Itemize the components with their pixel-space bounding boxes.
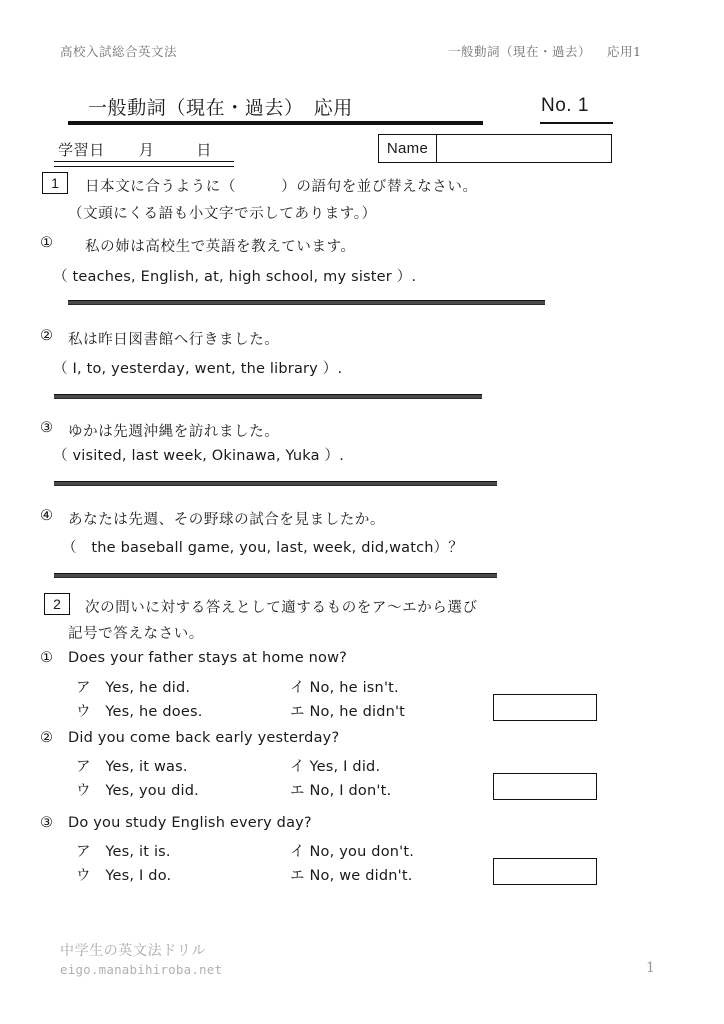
title-underline bbox=[68, 121, 483, 125]
section-1-question-4-answer-line[interactable] bbox=[54, 573, 497, 578]
section-2-question-3-choice-a[interactable]: ア Yes, it is. bbox=[76, 844, 171, 860]
section-2-question-2-choice-c[interactable]: ウ Yes, you did. bbox=[76, 783, 199, 799]
section-1-question-3-marker: ③ bbox=[40, 420, 54, 436]
name-input[interactable] bbox=[437, 135, 611, 162]
section-1-question-1-japanese: 私の姉は高校生で英語を教えています。 bbox=[85, 239, 356, 255]
study-date-underline bbox=[54, 161, 234, 167]
section-1-number: 1 bbox=[42, 172, 68, 194]
study-date-label bbox=[58, 139, 212, 160]
section-2-question-2-choice-d[interactable]: エ No, I don't. bbox=[290, 783, 392, 799]
section-1-question-4-words: （ the baseball game, you, last, week, did,watch）？ bbox=[62, 540, 464, 556]
study-date-text: 学習日 bbox=[58, 141, 105, 159]
section-2-instruction-line2: 記号で答えなさい。 bbox=[68, 626, 204, 642]
running-head-left: 高校入試総合英文法 bbox=[60, 44, 178, 59]
section-2-question-3-choice-d[interactable]: エ No, we didn't. bbox=[290, 868, 413, 884]
section-1-question-3-answer-line[interactable] bbox=[54, 481, 497, 486]
section-1-question-3-words: （ visited, last week, Okinawa, Yuka ）. bbox=[53, 448, 345, 464]
footer-page-number: 1 bbox=[646, 960, 655, 976]
page-title: 一般動詞（現在・過去） 応用 bbox=[88, 97, 353, 119]
section-1-question-4-marker: ④ bbox=[40, 508, 54, 524]
section-1-question-2-japanese: 私は昨日図書館へ行きました。 bbox=[68, 332, 280, 348]
section-2-question-3-choice-c[interactable]: ウ Yes, I do. bbox=[76, 868, 172, 884]
section-1-question-2-words: （ I, to, yesterday, went, the library ）. bbox=[53, 361, 343, 377]
section-2-question-3-choice-b[interactable]: イ No, you don't. bbox=[290, 844, 415, 860]
section-2-question-3-answer-box[interactable] bbox=[493, 858, 597, 885]
section-2-question-1-choice-d[interactable]: エ No, he didn't bbox=[290, 704, 406, 720]
section-1-instruction-line1: 日本文に合うように（ ）の語句を並び替えなさい。 bbox=[85, 179, 478, 195]
name-field[interactable] bbox=[378, 134, 612, 163]
footer-site-url: eigo.manabihiroba.net bbox=[60, 962, 223, 977]
section-2-instruction-line1: 次の問いに対する答えとして適するものをア～エから選び bbox=[85, 600, 478, 616]
sheet-number-underline bbox=[540, 122, 613, 124]
running-head-topic: 一般動詞（現在・過去） bbox=[448, 44, 592, 59]
section-2-question-1-answer-box[interactable] bbox=[493, 694, 597, 721]
running-head-suffix: 応用1 bbox=[607, 44, 642, 59]
month-label: 月 bbox=[138, 141, 155, 159]
section-1-question-1-words: （ teaches, English, at, high school, my sister ）. bbox=[53, 269, 417, 285]
section-2-question-2-choice-b[interactable]: イ Yes, I did. bbox=[290, 759, 381, 775]
section-2-question-2-answer-box[interactable] bbox=[493, 773, 597, 800]
section-2-question-1-marker: ① bbox=[40, 650, 54, 666]
section-1-question-4-japanese: あなたは先週、その野球の試合を見ましたか。 bbox=[68, 512, 386, 528]
section-2-question-2-marker: ② bbox=[40, 730, 54, 746]
section-1-question-2-marker: ② bbox=[40, 328, 54, 344]
name-label: Name bbox=[379, 135, 437, 162]
section-2-question-3-marker: ③ bbox=[40, 815, 54, 831]
section-2-question-2-prompt: Did you come back early yesterday? bbox=[68, 730, 340, 746]
section-2-question-1-choice-a[interactable]: ア Yes, he did. bbox=[76, 680, 191, 696]
section-2-question-2-choice-a[interactable]: ア Yes, it was. bbox=[76, 759, 188, 775]
section-1-question-1-answer-line[interactable] bbox=[68, 300, 545, 305]
section-1-instruction-line2: （文頭にくる語も小文字で示してあります。） bbox=[68, 206, 377, 222]
sheet-number: No. 1 bbox=[541, 95, 589, 116]
section-1-question-3-japanese: ゆかは先週沖縄を訪れました。 bbox=[68, 424, 280, 440]
section-1-question-1-marker: ① bbox=[40, 235, 54, 251]
section-2-number: 2 bbox=[44, 593, 70, 615]
day-label: 日 bbox=[196, 141, 213, 159]
section-2-question-3-prompt: Do you study English every day? bbox=[68, 815, 312, 831]
section-2-question-1-choice-b[interactable]: イ No, he isn't. bbox=[290, 680, 399, 696]
section-2-question-1-prompt: Does your father stays at home now? bbox=[68, 650, 348, 666]
footer-site-title: 中学生の英文法ドリル bbox=[60, 943, 206, 959]
section-2-question-1-choice-c[interactable]: ウ Yes, he does. bbox=[76, 704, 203, 720]
running-head-right bbox=[448, 42, 641, 60]
section-1-question-2-answer-line[interactable] bbox=[54, 394, 482, 399]
